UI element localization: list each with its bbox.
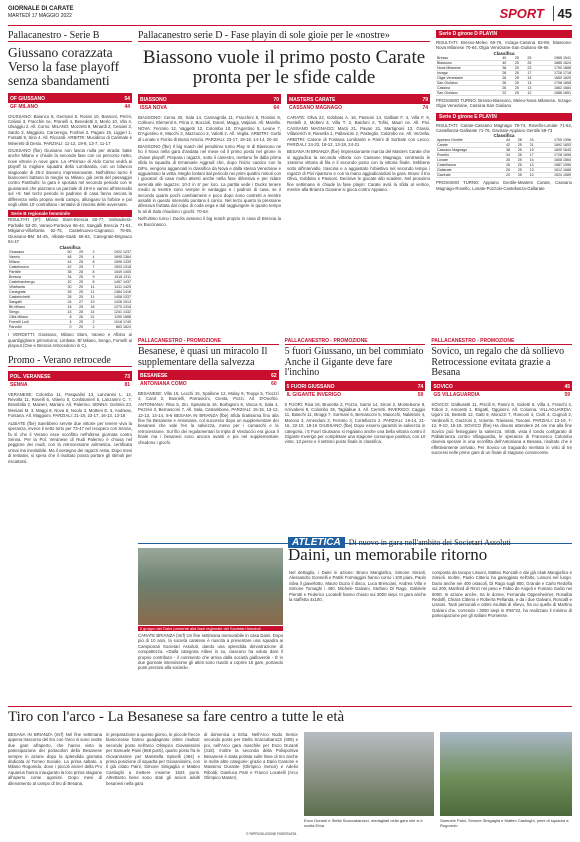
table-cell: 1885 1624 (532, 60, 572, 65)
scorebox (431, 381, 572, 399)
table-cell: 28 (72, 310, 84, 315)
table-cell: 26 (72, 315, 84, 320)
table-cell: Parvolie (8, 325, 61, 330)
table-cell: 8 (84, 260, 96, 265)
headline: 5 fuori Giussano, un bel commiato Anche il Gigante deve fare l'inchino (284, 346, 424, 378)
standings-table (8, 250, 132, 330)
table-cell: 1457 1437 (96, 280, 133, 285)
table-cell: 1922 1237 (96, 250, 133, 255)
table-row (436, 90, 572, 95)
table-cell: 13 (84, 300, 96, 305)
score1: 74 (417, 383, 424, 390)
classifica-title: Classifica (493, 50, 515, 56)
table-cell: 1588 1651 (532, 90, 572, 95)
table-row (8, 320, 132, 325)
table-cell: 26 (495, 75, 508, 80)
team1: BESANESE (140, 373, 168, 379)
team1: OF GIUSSANO (10, 95, 46, 102)
scorebox (8, 93, 132, 111)
score2: 60 (271, 381, 277, 387)
table-cell: 25 (72, 295, 84, 300)
atletica-body-3: composta da Iacopo Lissoni, Matteo Roncalli e dai già citati Mangiafico e Simioli. Inoltre, Paolo Citterio ha gareggiato nell'alto, Lissoni nel lungo. Dario anche nei 400 ostacoli, Di Rago sugli 800, Grande e Carlo Redolfa sui 200, Manfred di Rinzi nel peso e Fabio de Angeli e Fumaro Sodio nei 5000. In azione anche, tra le donne, Fernanda Oppenheimer, Rosalba Redolfi, Chiara Citterio e Roberta Pellanda, e da i due Galvani, Roncalli e Lissoni. Tanti personali e ottimi risultati di rilievo, fra cui quello di Martino Galvani che, correndo i 3000 siepi in 9'56"22, ha realizzato il minimo di partecipazione per gli Italiani Promesse. (432, 570, 572, 619)
table-cell: 14 (523, 158, 535, 163)
kicker-verano: Promo - Verano retrocede (8, 355, 132, 367)
table-cell: 50 (61, 250, 73, 255)
team1: MASTERS CARATE (289, 96, 336, 103)
article-body: 5 FUORI: Riva 16, Brunetta 2, Pozzo, Sarmi 14, Sironi 2, Monteleone 8, Arrivabeni 8, Colombo 26, Tagliabue 4. All. Cerretti. INVERIGO: Caggio 11, Bianchi 11, Broggi 7, Sormani 6, Bernasconi 5, Maiocchi, Naldesini 4, Marono 3, Amenduni 3, Ferrario 3, Cortellazzo 2. PARZIALI: 19-14, 21-16, 22-10, 18-16 GIUSSANO (fbe) Dopo essersi garantiti la salvezza in categoria, i 5 Fuori Giussano si regalano anche una bella vittoria contro il Gigante Inverigo per completare una stagione comunque positiva, con 10 vinte, 13 perse e il settimo posto finale in classifica. (284, 401, 426, 445)
table-cell: 27 (72, 300, 84, 305)
promozione-row (138, 338, 572, 528)
headline: Daini, un memorabile ritorno (288, 545, 488, 564)
table-cell: 1600 1640 (535, 148, 572, 153)
next-round-2: PROSSIMO TURNO: Appiano Gentile-Masters Carate, Cassano Magnago-Rovello, Lonate-Pozzolo-Castellanza-Gallarate (436, 180, 572, 191)
standings-sidebox (436, 28, 572, 191)
scorebox-verano (8, 371, 132, 389)
table-cell: 25 (72, 255, 84, 260)
scorebox (138, 370, 279, 388)
mini-title: Serie B regionale femminile (8, 210, 132, 217)
table-cell: 28 (495, 70, 508, 75)
article-5fuori (285, 338, 426, 528)
table-cell: 1965 1541 (532, 56, 572, 61)
score2: 74 (422, 104, 428, 111)
table-cell: 25 (520, 60, 533, 65)
table-cell: 25 (507, 75, 520, 80)
table-cell: 21 (523, 143, 535, 148)
table-cell: Castelrichetti (8, 295, 61, 300)
table-cell: Giussano (8, 250, 61, 255)
headline: Besanese, è quasi un miracolo Il supplementare della salvezza (138, 346, 268, 368)
table-cell: Brescia (8, 275, 61, 280)
table-cell: Castelnuovo (8, 265, 61, 270)
page-number: 45 (553, 6, 572, 21)
article-besanese (138, 338, 279, 528)
headline: Tiro con l'arco - La Besanese sa fare centro a tutte le età (8, 709, 345, 725)
headline: Giussano corazzata Verso la fase playoff senza sbandamenti (8, 45, 120, 89)
table-cell: 28 (511, 138, 523, 143)
table-row (436, 173, 572, 178)
table-cell: 1596 1339 (96, 260, 133, 265)
kicker: Di nuovo in gara nell'ambito dei Societari Assoluti (348, 538, 511, 547)
sidebox-title-2: Serie D girone E PLAYIN (436, 113, 572, 121)
team2: GF MILANO (10, 103, 39, 110)
score1: 62 (271, 373, 277, 379)
table-cell: Vaneio (8, 255, 61, 260)
table-cell: Inzago (436, 70, 495, 75)
verdicts: I VERDETTI: Giussano, Milano Stars, Vaneio e Albino ai quarti/gighiere primoturno; Limbate, Bf Milano, Sengo, Fornelli ai playout (Ove e Brescia retrocedono in C). (8, 332, 132, 349)
table-cell: 36 (61, 270, 73, 275)
archers-photo-2 (440, 732, 572, 816)
table-cell: 26 (61, 290, 73, 295)
table-cell: 34 (499, 153, 511, 158)
table-cell: 38 (495, 65, 508, 70)
score1: 79 (422, 96, 428, 103)
table-cell: 25 (511, 173, 523, 178)
table-cell: 15 (520, 75, 533, 80)
article-biassono (138, 30, 430, 227)
lineups-verano: VERANESE: Colombo 11, Pasqualini 13, Lanzanini L. 12, Revolta 11, Rovelli 6, Valerio 5, Confalonieri 5, Lanzanini C. 7, Brambilla 2, Maineri, Mariani. All. Palermo. SENNA: Gelmini 23, Meniani M. 3, Maggi 8, Nova 8, Noolo 3, Motteni E. 3, Andreas, Fontana. All. Maggioni. PARZIALI: 21-18, 22-17, 16-13, 13-18 (8, 391, 132, 419)
table-cell: 25 (511, 168, 523, 173)
table-cell: 17 (523, 153, 535, 158)
standings-table-e (436, 138, 572, 178)
table-cell: 2 (84, 325, 96, 330)
table-cell: 16 (61, 305, 73, 310)
table-cell: 4 (84, 255, 96, 260)
table-cell: 1662 1684 (532, 85, 572, 90)
kicker: PALLACANESTRO - PROMOZIONE (285, 338, 426, 345)
table-cell: 24 (523, 138, 535, 143)
table-cell: 25 (507, 70, 520, 75)
table-cell: 25 (72, 305, 84, 310)
table-cell: 25 (72, 250, 84, 255)
article-tiro-arco (8, 710, 572, 726)
table-cell: 1516 1311 (96, 275, 133, 280)
table-cell: 26 (499, 163, 511, 168)
score1: 70 (273, 96, 279, 103)
table-cell: 25 (511, 163, 523, 168)
table-cell: Bb Milano (8, 305, 61, 310)
table-cell: 25 (511, 143, 523, 148)
headline: Sovico, un regalo che dà sollievo Retrocessione evitata grazie a Besana (431, 346, 565, 378)
table-cell: 21 (84, 315, 96, 320)
table-cell: 1503 1318 (96, 265, 133, 270)
table-cell: 46 (61, 255, 73, 260)
table-cell: 18 (84, 305, 96, 310)
standings-table-d (436, 56, 572, 96)
sidebox-results-2: RISULTATI: Carate-Cassano Magnago 79-74, Rovello-Lonate 71-64, Castellanza-Gallarate 71-76, Gavirate-Appiano Gentile 59-73 (436, 122, 572, 134)
caption-1: Enzo Duranti e Stella Scaccabarozzi, medagliati nella gara che si è svolta Erba (304, 818, 423, 828)
table-cell: 25 (72, 260, 84, 265)
table-cell: 11 (84, 295, 96, 300)
table-cell: 1408 1337 (96, 295, 133, 300)
table-cell: 2 (84, 250, 96, 255)
body-biassono: BIASSONO (fbe) Il big match del penultimo turno Play In di Biassono ne ho il Nova nella gara d'andata nel mese ed il primo posto nel girone in chiave playoff. Prepara i ragazzi, sotto il canestro, mettono fin dalla prima sfida la squadra di Emanuele Aggradi che, dopo l'inizio caotico con la DiPo, vengono agganciati in classifica da Nova e dalla stessa Veneziane e agguantano la vetta. Meglio lontani dal pericolo nei primi quattro minuti con i giocatori di casa molto attenti anche nella fase difensiva e per ridare serenità alle ragazze: 10-2 in 6' per loro. La partita vede i Ducks tenere medio ai mentre sono sempre in vantaggio e i padroni di casa, se il secondo quarto pochi cambiamenti e poco dopo sono costretti a mentre assaliti in questo intervallo puntano il carico. Nel terzo quarto la pressione difensiva fruttata dal colpo di coda nega e dal raggiungere in quarto tempo le ali di Sala chiudono i giochi: 70-64. (138, 143, 281, 214)
article-body-verano: ALBIATE (fbe) Sarebbero servite due vittorie per tenere viva la speranza, invece il netto torto per 73-47 nel recupero con Senna, fa sì che il Verano esce sconfitto nell'ultima giornata contro Senna. Per la Pol. Veranese di Rudi Palermo è chiusa nel peggiore dei modi, con la retrocessione aritmetica, certificata ormai ma inevitabile. Ma il sostegno dei ragazzi resta. Dopo mesi di tentativi, si spera che il risultato possa portare gli stimoli per riscattarsi. (8, 420, 132, 464)
table-cell: 11 (84, 285, 96, 290)
atletica-body-2: Nel dettaglio, i Daini in azione: Bruno Mangiafico, Simone Simioli, Alessandro Gonnelli e Patrik Formaggini hanno corso i 100 piani, Paolo Silva il giavellotto, Mauro Duzio il disco, Luca Bresciani, Andrea Villa e Simone Tornaghi i 400, Michele Galvani, Stefano Di Rago, Gabriele Pierotti e Federico Locatelli hanno chiuso sui 3000 siepi. In gara anche la staffetta 4x100, (289, 570, 426, 603)
table-cell: 25 (507, 65, 520, 70)
table-cell: 20 (499, 173, 511, 178)
team1: 5 FUORI GIUSSANO (286, 383, 335, 390)
table-cell: 11 (84, 290, 96, 295)
table-cell: Città Milano (8, 315, 61, 320)
score2: 81 (124, 381, 130, 388)
article-sovico (431, 338, 572, 528)
table-cell: 10 (523, 173, 535, 178)
table-cell: 38 (499, 148, 511, 153)
score2: 64 (273, 104, 279, 111)
table-cell: 19 (523, 148, 535, 153)
score1: 73 (124, 373, 130, 380)
table-cell: 24 (61, 300, 73, 305)
table-cell: 1018 1749 (96, 320, 133, 325)
arco-body-1: BESANA IN BRIANZA (mrf) Nel fine settimana appena trascorso del tiro con l'arco si sono svolte due gare all'aperto, che hanno visto la partecipazione dei portacolori della Besanese sempre in azione dopo la splendida giornata dedicata al Torneo Sociale. La prima sabato, a Milano Rogoredo, dove i piccoli arcieri della Pro Aquarius hanno inaugurato la loro prima stagione all'aperto come agonisti. Dopo mesi di allenamento al campo di tiro di Besana, (8, 732, 102, 786)
table-cell: 8 (61, 315, 73, 320)
table-cell: Cassina (436, 85, 495, 90)
table-cell: 23 (520, 65, 533, 70)
scorebox-carate (287, 94, 430, 112)
table-cell: 2 (84, 320, 96, 325)
table-row (8, 325, 132, 330)
table-cell: 8 (84, 270, 96, 275)
archers-photo-1 (304, 732, 434, 816)
daini-team-photo (138, 548, 283, 625)
table-cell: Milano (8, 260, 61, 265)
publication-name: GIORNALE DI CARATE MARTEDÌ 17 MAGGIO 2022 (8, 6, 74, 19)
table-row (8, 295, 132, 300)
team1: POL. VERANESE (10, 373, 51, 380)
table-cell: 1692 1653 (535, 143, 572, 148)
table-cell: 26 (495, 85, 508, 90)
article-body: SOVICO: Galbusetti 11, Piscili 9, Panini 8, Gioletti 6, Villa 4, Franchi 4, Tobori 2, Amoretti 1, Brigatti, Oggionni. All. Colonna. VILLAGUARDIA: Ugoni 15, Bestetti 12, Gatti 9, Moruzzi 7, Ronconi 4, Civiti 4, Cugnoli 2, Verdinelli 3, Giuzzoni 2, Volonte, Travisani, Toscani. PARZIALI: 13-19, 7-12, 9-10, 15-18. SOVICO (fbe) Ha dovuto attendere 24 ore ma alla fine Sovico può festeggiare la salvezza. Infatti, vista il tondo confgarato di Pallabrianza contro Villaguardia, le speranze di Francesco Colombo doveva sperare in una sconfitta dell'Antoniana a Besana, risultato che è effettivamente arrivato. Per Sovico un traguardo meritato in virtù di tre successi nelle prime gare di un finale di stagione convincente. (431, 401, 573, 456)
table-cell: Bresso (436, 56, 495, 61)
article-body: BESANESE: Villa 15, Lecchi 15, Spallone 12, Molay 9, Teoppi 5, Ticozzi 4, Carol 2, Busnelli, Parravicini, Ciesta, Pozzi. All. D'Onofrio. ANTONIANA: Riva 5, Zin, Spinatoria 16, Borbignini 6, Vacca 8, Sala 4, Pezzes 3, Bernasconi 7. All. Sala, Catrambone. PARZIALI: 15-15, 13-12, 12-13, 14-14, 8-6 BESANA IN BRIANZA (fbe) Sfida tiratissima fino alla fine fra Besanese e Antoniana, col successo dopo un supplementare dei besanesi che vale l'en la salvezza, meno per i comaschi e la retrocessione. Sul filo dei regolamentari la tripla di Verduccio era gioca il finale ma i besanesi sono ancora avanti e poi nel supplementare chiudono i giochi. (138, 391, 279, 445)
table-cell: Sengo (8, 310, 61, 315)
table-cell: 40 (495, 56, 508, 61)
score2: 44 (124, 103, 130, 110)
caption-2: Samuele Paini, Simone Sinigaglia e Matteo Castioghi, primi di squadra a Rogoredo (440, 818, 569, 828)
classifica-title: Classifica (59, 245, 81, 251)
table-cell: 1411 1425 (96, 285, 133, 290)
article-body: GIUSSANO (fbe) Giussano non lascia nulla per strada: batte anche Milano e chiude la seconda fase con un percorso netto, nove vittorie in nove gare. La «Prisma» di Aldo Corno vedrà ai playoff la migliore squadra della Lombardia, con un bilancio stagionale di 25-2 davvero impressionante. Nell'ultimo turno è bianconeri battono la meglio su Milano, già certa del passaggio contro Pantbulls: la gara è sposata nel secondo periodo con le giussanesi che piazzano un parziale di 19-9 e vanno all'intervallo sul +9. Nel terzo periodo le padrone di casa fanno ancora la differenza nella propria metà campo, allungano la forbice e poi negli ultimi 10' controllano i tentativi di rimonta delle avversarie. (8, 147, 132, 208)
table-cell: 1708 1808 (532, 80, 572, 85)
table-cell: Fornelli Lodi (8, 320, 61, 325)
table-cell: 26 (495, 80, 508, 85)
lineups-carate: CARATE: Oliva 22, Gobbato A. 16, Passoni 14, Galbiati F. 4, Villa F. 6, Restelli 3, Molteni 3, Villa T. 2, Bardoni 2, Tofini, Mauri ne. All. Pivi. CASSANO MAGNAGO: Marzi 21, Pavan 21, Martignoni 13, Grassi, Villanerich 8, Ramella 1, Pallavicini 2, Pasteglio, Colombo ne. All. Verzella. ARBITRI: Catone di Fontana Lombardo e Parini di Sorbate con Lecco. PARZIALI: 24-23, 18-12, 13-18, 24-21 (287, 114, 430, 147)
table-cell: 25 (520, 56, 533, 61)
table-row (8, 265, 132, 270)
table-cell: 1695 1364 (96, 255, 133, 260)
kicker: PALLACANESTRO - PROMOZIONE (138, 338, 279, 345)
kicker: Pallacanestro - Serie B (8, 30, 132, 42)
table-cell: 1587 1596 (535, 163, 572, 168)
next-round: PROSSIMO TURNO: Bresso-Biassono, Meleo-Nova Milanese, Inzago-Olgia Veneziane, Cassina-San Giuliano (436, 97, 572, 109)
table-cell: 1650 1625 (532, 75, 572, 80)
table-cell: 4 (61, 320, 73, 325)
kicker: Pallacanestro serie D - Fase playin di sole gioie per le «nostre» (138, 30, 430, 42)
table-cell: 1612 1688 (535, 168, 572, 173)
kicker: PALLACANESTRO - PROMOZIONE (431, 338, 572, 345)
table-cell: 44 (61, 260, 73, 265)
table-cell: 26 (499, 168, 511, 173)
score1: 54 (124, 95, 130, 102)
classifica-title-2: Classifica (493, 133, 515, 139)
body-biassono-2: Nell'ultimo turno i Ducks avranno il big match proprio in casa di Brescia la ex Buccinasco. (138, 216, 281, 227)
score1: 45 (564, 383, 571, 390)
table-cell: 42 (61, 265, 73, 270)
table-cell: Gavirate (436, 173, 499, 178)
article-giussano (8, 30, 132, 464)
table-cell: 25 (72, 285, 84, 290)
table-cell: Castelrambergu (8, 280, 61, 285)
table-cell: Canegrate (8, 290, 61, 295)
table-cell: 1705 1396 (535, 138, 572, 143)
table-cell: San Giuliano (436, 80, 495, 85)
table-cell: 17 (520, 70, 533, 75)
table-cell: Gallarate (436, 168, 499, 173)
bottom-divider (8, 706, 572, 707)
table-row (8, 315, 132, 320)
arco-body-2: in preparazione a questo giorno, le piccole frecce biancorosse hanno guadagnato ottimi risultati: secondo posto nell'arco Olimpico Giovanissimi per Samuele Paini (568 punti), quarto posto fra le Giovanissime per Maristella Spinelli (484) e prima posizione di squadra per Giovanissimi, con il già citato Paini, Simone Sinigaglia e Matteo Castioghi a mettere insieme 1524 punti. Altrettanto bene sono stati gli arcieri adulti besanesi nella gara (106, 732, 200, 786)
lineups: GIUSSANO: Baiunco 8, Germani 5, Rosini 10, Bassoni, Perini, Celiani 3, Fracchin ne, Pranelli 4, Benedetti 3, Merlo 10, Vila 4, Ulsaggiu 2. All. Corno. MILANO: Mozzetti 8, Minardi 2, Cesiani 3, Sardo 3, Maggiolo, Carcerega, Fonfani 2, Pagani 15, Liggeri 1, Fontatti 9, Sirio 4. All. Riccardi. ARBITRI: Mucidimo di Carimate e Mineretti di Desio. PARZIALI: 11-12, 19-9, 13-7, 11-17 (8, 113, 132, 146)
table-cell: Nova Milanese (436, 65, 495, 70)
table-cell: 44 (499, 138, 511, 143)
section-title: SPORT (499, 6, 544, 21)
table-cell: 25 (72, 325, 84, 330)
table-cell: 1790 1688 (532, 65, 572, 70)
score2: 59 (564, 391, 571, 398)
team2: CASSANO MAGNAGO (289, 104, 343, 111)
table-cell: 12 (520, 90, 533, 95)
team2: IL GIGANTE INVERIGO (286, 391, 342, 398)
table-cell: 25 (511, 148, 523, 153)
table-cell: 1270 1316 (96, 305, 133, 310)
table-cell: 1524 1589 (535, 173, 572, 178)
table-cell: 30 (61, 285, 73, 290)
table-cell: 32 (61, 280, 73, 285)
table-cell: Sangalli (8, 300, 61, 305)
page-header (8, 4, 572, 26)
table-cell: 7 (84, 265, 96, 270)
table-cell: 13 (523, 163, 535, 168)
table-cell: 0 (61, 325, 73, 330)
score2: 59 (417, 391, 424, 398)
team1: SOVICO (433, 383, 453, 390)
publication-date: MARTEDÌ 17 MAGGIO 2022 (8, 13, 72, 19)
table-cell: 1608 1564 (535, 158, 572, 163)
table-cell: 25 (507, 56, 520, 61)
team2: GS VILLAGUARDIA (433, 391, 480, 398)
table-cell: Villafranta (8, 285, 61, 290)
table-cell: Olgia Veneziane (436, 75, 495, 80)
table-cell: 14 (61, 310, 73, 315)
table-cell: 25 (72, 280, 84, 285)
table-cell: 8 (84, 280, 96, 285)
table-cell: 25 (507, 80, 520, 85)
table-cell: 26 (61, 295, 73, 300)
scorebox (285, 381, 426, 399)
table-cell: 25 (72, 290, 84, 295)
table-cell: 1728 1718 (532, 70, 572, 75)
table-cell: 1241 1432 (96, 310, 133, 315)
body-carate: BESANA IN BRIANZA (fbe) Impressionante marcia del Masters Carate che si aggiudica la seconda vittoria con Cassano Magnago, centrando le 14esimo vittoria di fila e il secondo posto con la vittoria finale. Sebbene sotto all'intervallo, trascina e a aggiustato l'obiettivo nel secondo tempo i ragazzi di Pivi ripartono e con la mano aggiudicandosi la gara. Bravo il trio Oliva, Gobbato e Passoni, Decisive le giocate allo scadere. Nel prossimo fine settimana si chiude la fase playin: Carate avrà la sfida al vertice, mentre alla Brianza Giovane si gioca contro Appiano. (287, 149, 430, 193)
table-row (8, 280, 132, 285)
table-cell: 1426 1514 (96, 300, 133, 305)
arco-body-3: di domenica a Erba. Nell'Arco Nudo Senior secondo posto per Stella Scaccabarozzi (405) e poi, nell'Arco gara maschile per Enzo Duranti (318). Inoltre la seconda della Polisportiva Besanese è stata portata sulle linee di tiro anche in molte altre categorie: grazie a Dario Cantone e Massimo Durante (Olimpico Senior) e Adelio Riboldi, Gianluca Patri e Franco Locatelli (Arco Olimpico Master). (204, 732, 298, 781)
table-cell: 25 (72, 320, 84, 325)
table-cell: 28 (72, 270, 84, 275)
table-cell: Parbille (8, 270, 61, 275)
table-cell: 14 (84, 310, 96, 315)
table-cell: 1549 1405 (96, 270, 133, 275)
lineups-biassono: BIASSONO: Cerna 20, Sala 14, Cannagrida 11, Fracchini 8, Rossini 8, Colleoni, Elementi 6, Prina 2, Boccioli, Dotori, Maggi, Valpiani. All. Marella. NOVA: Ferrario 12, Vaggetti 12, Colombo 10, D'Agostino 5, Leone 7, D'Agostino 6, Macchi 3, Mazzucco 2, Valotti 2. All. Veglia. ARBITRI: Gorbi di Lonate e Fiorito di Busto Arsizio. PARZIALI: 23-17, 19-15, 14-14, 20-18 (138, 114, 281, 142)
table-cell: 28 (499, 158, 511, 163)
atletica-body-1: CARATE BRIANZA (mrf) Un fine settimana memorabile in casa Daini. Dopo più di 10 anni, la società caratese è riuscita a presentare una squadra ai Campionati Societari Assoluti, dando una splendida dimostrazione di compattezza. «Dalla categoria Allievi in su, ciascuno ha voluto dare il proprio contributo - il commento che arriva dalla società gialloverde - È in due giornate intensissime gli atleti sono riusciti a coprire 15 gare, portando punti preziosi alla società». (138, 633, 283, 671)
photo-caption: Il gruppo dei Daini presente alla fase regionale dei Societari Assoluti (138, 626, 283, 631)
table-cell: Lonate (436, 158, 499, 163)
table-cell: 1728 1696 (535, 153, 572, 158)
table-cell: 22 (495, 90, 508, 95)
table-cell: 13 (523, 168, 535, 173)
table-cell: 1190 1588 (96, 315, 133, 320)
table-cell: 1384 1416 (96, 290, 133, 295)
table-cell: 42 (499, 143, 511, 148)
table-cell: 13 (520, 80, 533, 85)
team2: SENNA (10, 381, 28, 388)
table-cell: 25 (507, 60, 520, 65)
table-cell: 863 1624 (96, 325, 133, 330)
table-cell: 34 (61, 275, 73, 280)
table-cell: 25 (72, 265, 84, 270)
table-cell: 13 (520, 85, 533, 90)
headline: Biassono vuole il primo posto Carate pronta per le sfide calde (142, 47, 426, 88)
table-cell: Carate (436, 143, 499, 148)
team2: ANTONIANA COMO (140, 381, 187, 387)
sidebox-title: Serie D girone D PLAYIN (436, 30, 572, 38)
table-cell: 40 (495, 60, 508, 65)
table-cell: 25 (511, 153, 523, 158)
table-cell: Cassano Magnago (436, 148, 499, 153)
table-cell: 25 (511, 158, 523, 163)
table-cell: Biassono (436, 60, 495, 65)
table-cell: 9 (84, 275, 96, 280)
results: RISULTATI (9^): Milano Stars-Brescia 60-77, Valmadrera-Parballe 53-20, Vaneio-Porteovo 66-44, Sangalli Brescia 71-51, Milgiano-Villafranta 62-75, Castelnuovo-Cagnasco 78-55, Giussano-BM 54-45, Albiate-Saab 68-63, Canegrate-Brignaco 54-47 (8, 217, 132, 245)
table-cell: Appiano Gentile (436, 138, 499, 143)
table-cell: Rovello (436, 153, 499, 158)
table-cell: 25 (507, 85, 520, 90)
table-cell: San Giuliano (436, 90, 495, 95)
team2: ISSA NOVA (140, 104, 167, 111)
table-cell: Castellanza (436, 163, 499, 168)
table-cell: 25 (72, 275, 84, 280)
scorebox-biassono (138, 94, 281, 112)
sidebox-results: RISULTATI: Bresso-Meleo 69-76, Inzago-Cassina 83-89, Biassono-Nova Milanese 70-64, Olgia Veneziane-San Giuliano 69-66 (436, 40, 572, 51)
copyright: © RIPRODUZIONE RISERVATA (246, 832, 297, 836)
atletica-tag: ATLETICA (288, 537, 345, 548)
table-cell: 25 (507, 90, 520, 95)
team1: BIASSONO (140, 96, 167, 103)
